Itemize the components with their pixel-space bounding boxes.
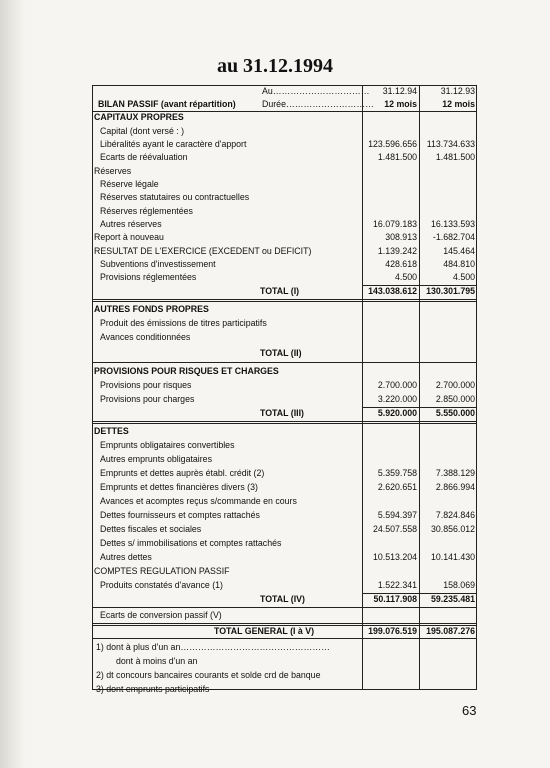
row-label: Dettes s/ immobilisations et comptes rattachés [100,538,282,548]
row-label: 2) dt concours bancaires courants et solde crd de banque [96,670,321,680]
table-row [92,683,477,696]
row-label: Dettes fournisseurs et comptes rattachés [100,510,260,520]
rule-line [92,362,477,363]
row-label: Provisions pour charges [100,394,195,404]
row-label: RESULTAT DE L'EXERCICE (EXCEDENT ou DEFICIT) [94,246,312,256]
row-label: Avances et acomptes reçus s/commande en cours [100,496,297,506]
page-title: au 31.12.1994 [216,55,334,77]
value-1993: 113.734.633 [426,139,475,149]
value-1994: 1.481.500 [377,152,417,162]
value-1994: 2.620.651 [377,482,417,492]
value-1994: 4.500 [394,272,417,282]
rule-line [362,593,477,594]
table-row [92,453,477,466]
table-row [92,258,477,271]
total-row [92,625,477,638]
total-row [92,347,477,360]
row-label: Emprunts et dettes financières divers (3) [100,482,258,492]
table-row [92,303,477,316]
value-1994: 16.079.183 [372,219,417,229]
table-row [92,523,477,536]
table-row [92,98,477,111]
row-label: BILAN PASSIF (avant répartition) [98,99,236,109]
row-label: Réserve légale [100,179,159,189]
value-1994: 24.507.558 [372,524,417,534]
value-1993: 130.301.795 [426,286,475,296]
table-row [92,379,477,392]
value-1993: 59.235.481 [430,594,475,604]
value-1993: 7.388.129 [435,468,475,478]
value-1994: 31.12.94 [382,86,417,96]
row-label: Provisions réglementées [100,272,197,282]
value-1994: 5.359.758 [377,468,417,478]
row-label: TOTAL (III) [260,408,304,418]
table-row [92,365,477,378]
row-label: Produit des émissions de titres participatifs [100,318,267,328]
row-label: 3) dont emprunts participatifs [96,684,210,694]
row-label: CAPITAUX PROPRES [94,112,184,122]
value-1993: 1.481.500 [435,152,475,162]
value-1993: 2.850.000 [435,394,475,404]
table-row [92,138,477,151]
value-1994: 5.920.000 [377,408,417,418]
table-row [92,271,477,284]
value-1994: 12 mois [384,99,417,109]
row-label: 1) dont à plus d'un an…………………………………………… [96,642,330,652]
table-row [92,165,477,178]
table-row [92,331,477,344]
rule-line [92,421,477,424]
table-row [92,245,477,258]
row-label: TOTAL (IV) [260,594,305,604]
rule-line [92,623,477,626]
row-label: TOTAL (I) [260,286,300,296]
table-row [92,495,477,508]
table-row [92,565,477,578]
duration-label: Durée………………………… [262,99,374,109]
table-row [92,231,477,244]
value-1993: 2.866.994 [435,482,475,492]
value-1994: 199.076.519 [368,626,417,636]
row-label: Réserves réglementées [100,206,193,216]
rule-line [92,607,477,608]
row-label: Produits constatés d'avance (1) [100,580,223,590]
row-label: Libéralités ayant le caractère d'apport [100,139,247,149]
total-row [92,407,477,420]
table-row [92,641,477,654]
table-row [92,509,477,522]
table-row [92,609,477,622]
row-label: Subventions d'investissement [100,259,216,269]
row-label: Emprunts et dettes auprès établ. crédit (2) [100,468,265,478]
row-label: Ecarts de réévaluation [100,152,188,162]
value-1993: 5.550.000 [435,408,475,418]
value-1993: 30.856.012 [430,524,475,534]
row-label: Au…………………………… [262,86,370,96]
table-row [92,178,477,191]
value-1993: 195.087.276 [426,626,475,636]
row-label: Avances conditionnées [100,332,191,342]
table-row [92,551,477,564]
rule-line [362,407,477,408]
value-1993: 31.12.93 [440,86,475,96]
row-label: Report à nouveau [94,232,164,242]
table-row [92,85,477,98]
table-row [92,439,477,452]
row-label: Réserves [94,166,132,176]
table-row [92,537,477,550]
value-1993: 10.141.430 [430,552,475,562]
row-label: Autres réserves [100,219,162,229]
table-row [92,111,477,124]
rule-line [92,111,477,112]
rule-line [92,299,477,302]
row-label: Dettes fiscales et sociales [100,524,202,534]
value-1993: 4.500 [452,272,475,282]
value-1994: 143.038.612 [368,286,417,296]
table-row [92,481,477,494]
row-label: AUTRES FONDS PROPRES [94,304,209,314]
row-label: Capital (dont versé : ) [100,126,185,136]
rule-line [362,285,477,286]
value-1993: 158.069 [443,580,475,590]
table-row [92,151,477,164]
table-row [92,467,477,480]
value-1993: 2.700.000 [435,380,475,390]
page-number: 63 [462,703,477,718]
total-row [92,593,477,606]
row-label: Autres dettes [100,552,152,562]
row-label: Emprunts obligataires convertibles [100,440,235,450]
value-1994: 2.700.000 [377,380,417,390]
value-1993: -1.682.704 [432,232,475,242]
value-1993: 7.824.846 [435,510,475,520]
row-label: Réserves statutaires ou contractuelles [100,192,250,202]
row-label: Provisions pour risques [100,380,192,390]
value-1994: 1.139.242 [377,246,417,256]
table-row [92,669,477,682]
rule-line [92,638,477,639]
row-label: TOTAL (II) [260,348,302,358]
row-label: COMPTES REGULATION PASSIF [94,566,230,576]
table-row [92,317,477,330]
table-row [92,191,477,204]
row-label: Autres emprunts obligataires [100,454,212,464]
table-row [92,393,477,406]
value-1993: 145.464 [443,246,475,256]
value-1994: 5.594.397 [377,510,417,520]
value-1994: 3.220.000 [377,394,417,404]
value-1993: 484.810 [443,259,475,269]
value-1994: 308.913 [385,232,417,242]
table-row [92,205,477,218]
row-label: Ecarts de conversion passif (V) [100,610,222,620]
value-1993: 12 mois [442,99,475,109]
table-row [92,655,477,668]
row-label: dont à moins d'un an [116,656,198,666]
value-1994: 428.618 [385,259,417,269]
row-label: PROVISIONS POUR RISQUES ET CHARGES [94,366,279,376]
page-binding-shadow [0,0,26,768]
row-label: DETTES [94,426,129,436]
value-1994: 123.596.656 [368,139,417,149]
value-1993: 16.133.593 [430,219,475,229]
table-row [92,125,477,138]
table-row [92,579,477,592]
value-1994: 10.513.204 [372,552,417,562]
value-1994: 1.522.341 [377,580,417,590]
value-1994: 50.117.908 [373,594,417,604]
table-row [92,218,477,231]
row-label: TOTAL GENERAL (I à V) [214,626,315,636]
table-row [92,425,477,438]
total-row [92,285,477,298]
balance-sheet-table [92,85,477,694]
